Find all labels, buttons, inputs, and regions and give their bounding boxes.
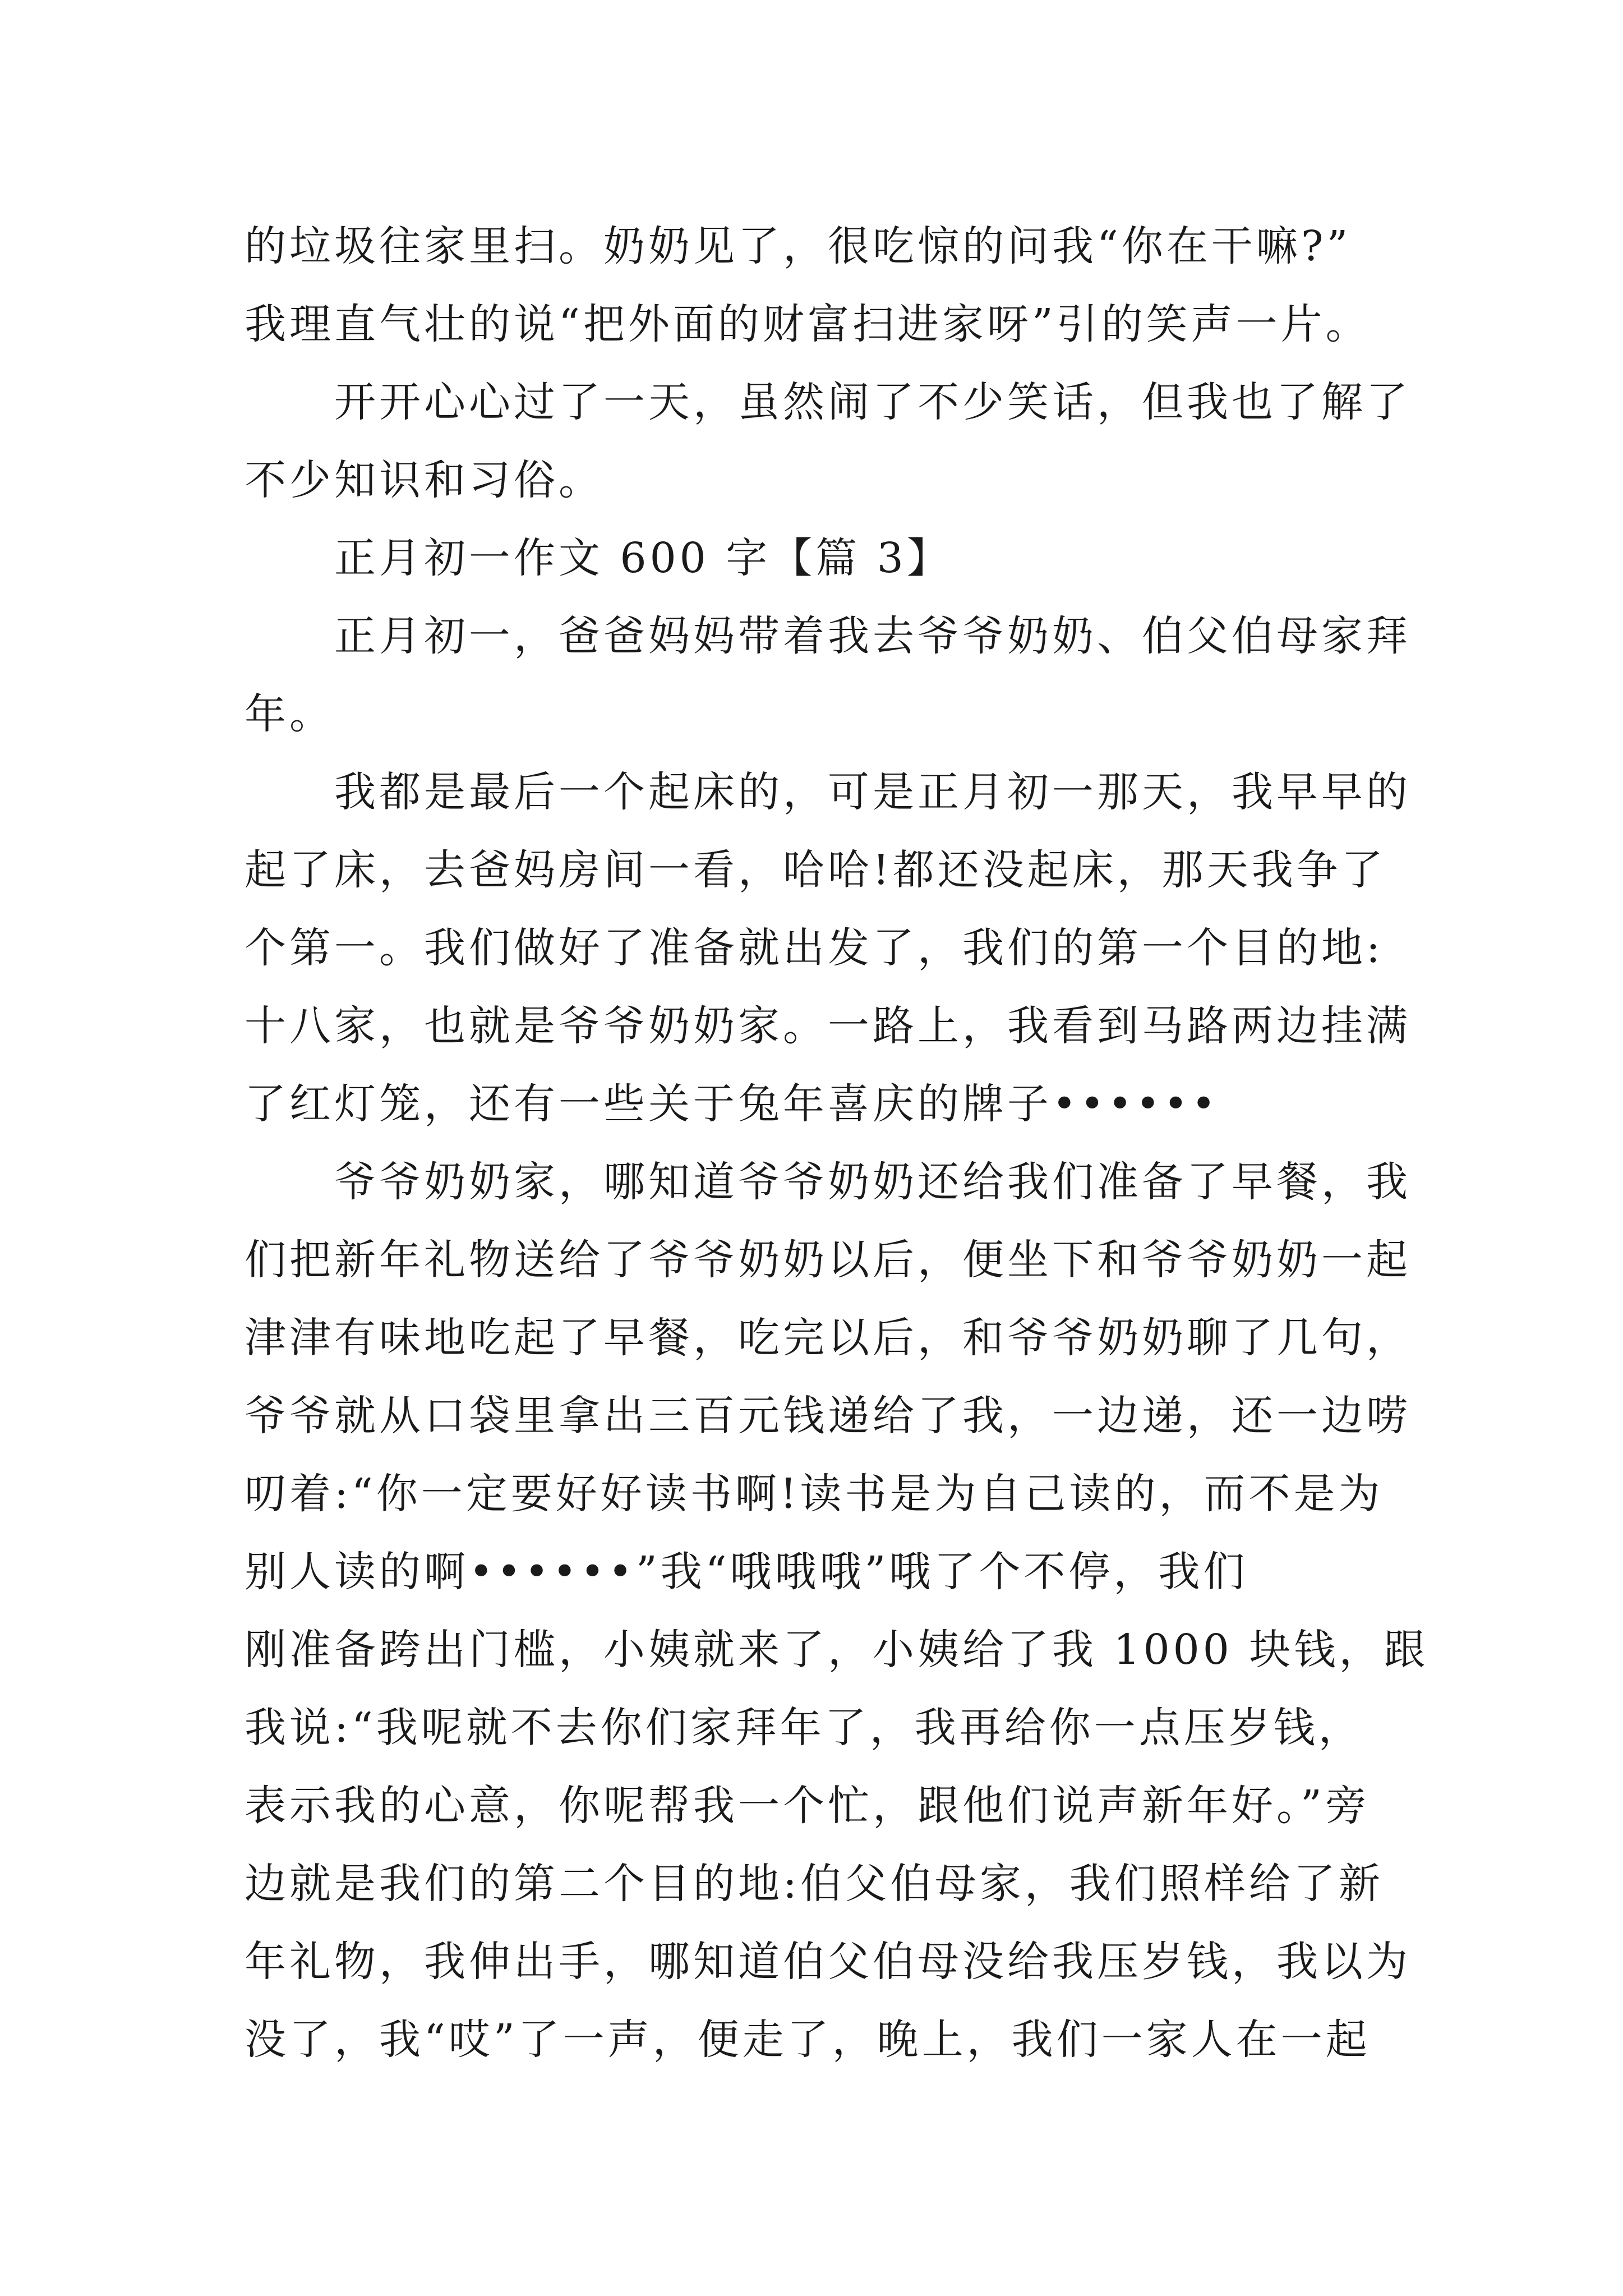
- paragraph-start-line: 正月初一，爸爸妈妈带着我去爷爷奶奶、伯父伯母家拜: [334, 612, 1411, 660]
- text-line: 的垃圾往家里扫。奶奶见了，很吃惊的问我“你在干嘛?”: [245, 222, 1352, 270]
- text-line: 我说:“我呢就不去你们家拜年了，我再给你一点压岁钱，: [245, 1704, 1363, 1752]
- text-line: 年礼物，我伸出手，哪知道伯父伯母没给我压岁钱，我以为: [245, 1938, 1411, 1986]
- document-page: [245, 208, 1429, 2079]
- text-line: 津津有味地吃起了早餐，吃完以后，和爷爷奶奶聊了几句，: [245, 1314, 1411, 1362]
- text-line: 不少知识和习俗。: [245, 456, 603, 504]
- text-line: 十八家，也就是爷爷奶奶家。一路上，我看到马路两边挂满: [245, 1002, 1411, 1050]
- text-line: 我理直气壮的说“把外面的财富扫进家呀”引的笑声一片。: [245, 300, 1371, 348]
- text-line: 起了床，去爸妈房间一看，哈哈!都还没起床，那天我争了: [245, 846, 1386, 894]
- text-line: 个第一。我们做好了准备就出发了，我们的第一个目的地:: [245, 924, 1384, 972]
- text-line: 表示我的心意，你呢帮我一个忙，跟他们说声新年好。”旁: [245, 1782, 1370, 1830]
- paragraph-start-line: 我都是最后一个起床的，可是正月初一那天，我早早的: [334, 768, 1411, 816]
- text-line: 叨着:“你一定要好好读书啊!读书是为自己读的，而不是为: [245, 1470, 1384, 1518]
- paragraph-start-line: 爷爷奶奶家，哪知道爷爷奶奶还给我们准备了早餐，我: [334, 1158, 1411, 1206]
- text-line: 刚准备跨出门槛，小姨就来了，小姨给了我 1000 块钱，跟: [245, 1626, 1429, 1674]
- text-line: 没了，我“哎”了一声，便走了，晚上，我们一家人在一起: [245, 2016, 1371, 2064]
- text-line: 年。: [245, 690, 334, 738]
- text-line: 边就是我们的第二个目的地:伯父伯母家，我们照样给了新: [245, 1860, 1384, 1908]
- text-line: 了红灯笼，还有一些关于兔年喜庆的牌子••••••: [245, 1080, 1219, 1128]
- text-line: 别人读的啊••••••”我“哦哦哦”哦了个不停，我们: [245, 1548, 1248, 1596]
- paragraph-start-line: 开开心心过了一天，虽然闹了不少笑话，但我也了解了: [334, 378, 1411, 426]
- text-line: 爷爷就从口袋里拿出三百元钱递给了我，一边递，还一边唠: [245, 1392, 1411, 1440]
- text-line: 们把新年礼物送给了爷爷奶奶以后，便坐下和爷爷奶奶一起: [245, 1236, 1411, 1284]
- section-heading: 正月初一作文 600 字【篇 3】: [334, 534, 952, 582]
